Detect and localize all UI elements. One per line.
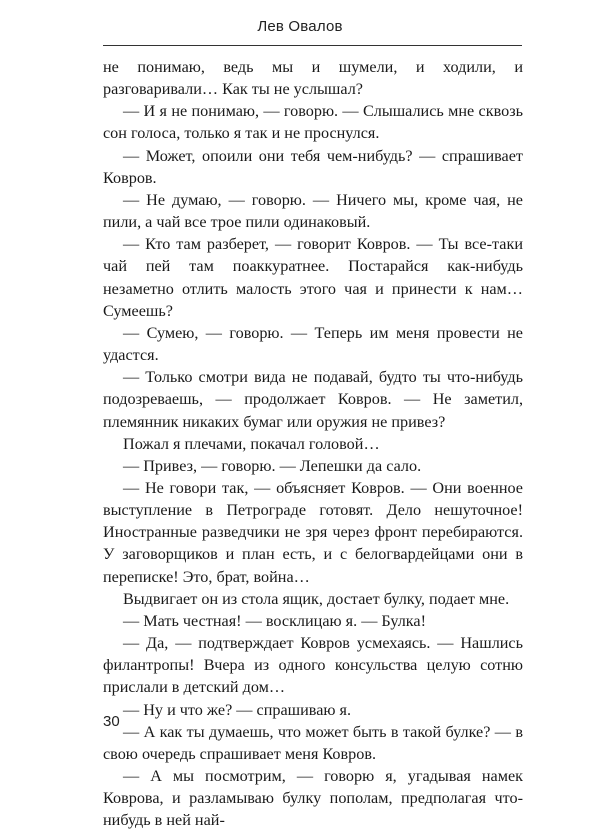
paragraph: — А как ты думаешь, что может быть в такой булке? — в свою очередь спрашивает меня Ковров.: [103, 722, 523, 763]
header-rule: [103, 45, 522, 46]
paragraph: — И я не понимаю, — говорю. — Слышались мне сквозь сон голоса, только я так и не проснулся.: [103, 102, 523, 143]
page-number: 30: [103, 713, 120, 730]
paragraph: — Ну и что же? — спрашиваю я.: [123, 700, 352, 719]
paragraph: — А мы посмотрим, — говорю я, угадывая намек Коврова, и разламываю булку пополам, предполагая что-нибудь в ней най-: [103, 767, 523, 830]
paragraph: — Да, — подтверждает Ковров усмехаясь. — Нашлись филантропы! Вчера из одного консульства целую сотню прислали в детский дом…: [103, 634, 523, 697]
running-header-title: Лев Овалов: [257, 18, 343, 35]
paragraph: не понимаю, ведь мы и шумели, и ходили, и разговаривали… Как ты не услышал?: [103, 58, 523, 99]
paragraph: Выдвигает он из стола ящик, достает булку, подает мне.: [123, 589, 510, 608]
paragraph: Пожал я плечами, покачал головой…: [123, 434, 380, 453]
paragraph: — Не думаю, — говорю. — Ничего мы, кроме чая, не пили, а чай все трое пили одинаковый.: [103, 190, 523, 232]
paragraph: — Только смотри вида не подавай, будто ты что-нибудь подозреваешь, — продолжает Ковров. — Не заметил, племянник никаких бумаг или оружия не привез?: [103, 368, 523, 431]
paragraph: — Кто там разберет, — говорит Ковров. — Ты все-таки чай пей там поаккуратнее. Постарайся как-нибудь незаметно отлить малость этого чая и принести к нам… Сумеешь?: [103, 235, 523, 320]
paragraph: — Мать честная! — восклицаю я. — Булка!: [123, 611, 426, 630]
body-text: [103, 56, 523, 831]
paragraph: — Привез, — говорю. — Лепешки да сало.: [123, 456, 422, 475]
paragraph: — Может, опоили они тебя чем-нибудь? — спрашивает Ковров.: [103, 146, 523, 187]
paragraph: — Не говори так, — объясняет Ковров. — Они военное выступление в Петрограде готовят. Дело нешуточное! Иностранные разведчики не зря через фронт перебираются. У заговорщиков и план есть, и с белогвардейцами они в переписке! Это, брат, война…: [103, 478, 523, 586]
paragraph: — Сумею, — говорю. — Теперь им меня провести не удастся.: [103, 323, 523, 365]
